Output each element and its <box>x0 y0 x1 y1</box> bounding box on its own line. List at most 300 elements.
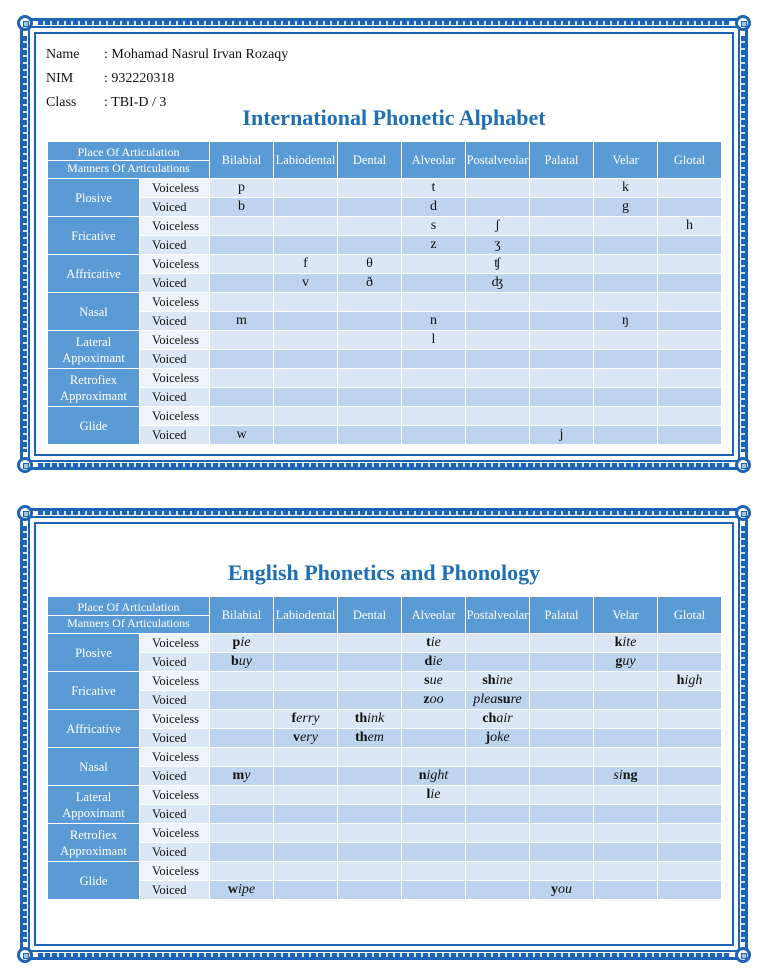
manner-fricative <box>48 672 140 710</box>
table-cell <box>210 710 274 729</box>
manner-label: Nasal <box>79 304 108 319</box>
table-cell <box>338 881 402 900</box>
manner-label: Lateral <box>75 789 112 804</box>
column-header: Bilabial <box>210 142 274 179</box>
ipa-table <box>47 141 722 445</box>
table-cell <box>402 691 466 710</box>
table-row <box>48 767 722 786</box>
sound-letters: n <box>418 768 427 783</box>
table-cell <box>466 805 530 824</box>
table-cell <box>402 862 466 881</box>
word-rest: uy <box>622 654 636 669</box>
manner-label: Plosive <box>75 190 112 205</box>
word-rest: ite <box>622 635 637 650</box>
ipa-title: International Phonetic Alphabet <box>242 105 546 130</box>
column-header: Postalveolar <box>466 597 530 634</box>
table-cell <box>210 786 274 805</box>
table-row <box>48 369 722 388</box>
voicing-label: Voiced <box>140 388 210 407</box>
table-cell <box>402 767 466 786</box>
voicing-label: Voiceless <box>140 748 210 767</box>
voicing-label: Voiced <box>140 426 210 445</box>
table-cell <box>338 198 402 217</box>
word-rest: ie <box>430 787 441 802</box>
manner-label: Affricative <box>66 266 121 281</box>
table-cell <box>338 748 402 767</box>
table-cell <box>530 881 594 900</box>
table-cell <box>594 388 658 407</box>
english-title: English Phonetics and Phonology <box>227 560 541 585</box>
table-cell <box>338 729 402 748</box>
table-cell <box>466 179 530 198</box>
table-row <box>48 805 722 824</box>
table-cell <box>274 198 338 217</box>
table-cell <box>338 672 402 691</box>
table-cell <box>210 805 274 824</box>
table-row <box>48 653 722 672</box>
sound-letters: b <box>230 654 239 669</box>
table-cell <box>466 331 530 350</box>
voicing-label: Voiced <box>140 198 210 217</box>
table-cell <box>274 843 338 862</box>
table-cell <box>466 388 530 407</box>
table-cell <box>658 236 722 255</box>
table-cell <box>530 312 594 331</box>
manner-glide <box>48 407 140 445</box>
table-cell <box>274 653 338 672</box>
table-cell: z <box>402 236 466 255</box>
sound-letters: j <box>485 730 491 745</box>
table-cell <box>402 388 466 407</box>
table-cell <box>210 691 274 710</box>
manner-retroflex-approximant <box>48 824 140 862</box>
voicing-label: Voiced <box>140 843 210 862</box>
table-cell <box>594 672 658 691</box>
table-cell <box>658 198 722 217</box>
table-cell <box>402 710 466 729</box>
table-cell <box>594 426 658 445</box>
voicing-label: Voiceless <box>140 634 210 653</box>
table-cell <box>274 312 338 331</box>
sound-letters: ng <box>622 768 638 783</box>
table-cell <box>530 293 594 312</box>
word-rest: plea <box>473 692 498 707</box>
table-cell <box>658 255 722 274</box>
word-rest: ue <box>429 673 443 688</box>
manner-affricative <box>48 255 140 293</box>
table-cell <box>210 407 274 426</box>
table-row <box>48 274 722 293</box>
word-rest: y <box>244 768 251 783</box>
table-cell <box>274 426 338 445</box>
voicing-label: Voiced <box>140 881 210 900</box>
word-rest: ou <box>558 882 572 897</box>
sound-letters: m <box>232 768 245 783</box>
corner-ornament-icon <box>735 505 751 521</box>
column-header: Dental <box>338 597 402 634</box>
table-cell <box>466 729 530 748</box>
table-cell <box>530 350 594 369</box>
table-cell <box>274 217 338 236</box>
ipa-sheet <box>20 18 748 470</box>
table-cell <box>530 179 594 198</box>
table-cell <box>274 331 338 350</box>
manner-label: Glide <box>79 418 108 433</box>
word-rest: re <box>510 692 522 707</box>
table-cell <box>402 786 466 805</box>
word-rest: ipe <box>238 882 256 897</box>
table-cell <box>594 255 658 274</box>
table-cell <box>466 653 530 672</box>
table-cell <box>530 217 594 236</box>
voicing-label: Voiced <box>140 274 210 293</box>
table-cell <box>210 255 274 274</box>
table-cell: v <box>274 274 338 293</box>
voicing-label: Voiceless <box>140 217 210 236</box>
sound-letters: h <box>676 673 685 688</box>
word-rest: ink <box>367 711 385 726</box>
table-cell <box>466 843 530 862</box>
table-cell <box>658 729 722 748</box>
table-cell <box>658 407 722 426</box>
table-cell <box>530 369 594 388</box>
column-header: Labiodental <box>274 142 338 179</box>
column-header: Velar <box>594 142 658 179</box>
table-cell <box>466 862 530 881</box>
table-cell <box>594 767 658 786</box>
table-row <box>48 255 722 274</box>
table-cell <box>274 824 338 843</box>
table-cell <box>402 293 466 312</box>
table-cell <box>210 634 274 653</box>
table-cell <box>530 634 594 653</box>
table-cell <box>530 255 594 274</box>
table-cell <box>466 881 530 900</box>
table-cell <box>530 843 594 862</box>
table-cell <box>658 710 722 729</box>
table-cell <box>274 236 338 255</box>
word-rest: igh <box>684 673 703 688</box>
table-cell <box>210 236 274 255</box>
word-rest: ery <box>300 730 318 745</box>
table-cell <box>466 634 530 653</box>
word-rest: air <box>496 711 513 726</box>
table-cell <box>658 312 722 331</box>
column-header: Alveolar <box>402 142 466 179</box>
table-cell <box>338 805 402 824</box>
word-rest: em <box>367 730 384 745</box>
sound-letters: f <box>291 711 297 726</box>
table-cell <box>210 653 274 672</box>
word-rest: ine <box>495 673 513 688</box>
voicing-label: Voiceless <box>140 786 210 805</box>
table-cell <box>530 388 594 407</box>
table-cell: b <box>210 198 274 217</box>
corner-ornament-icon <box>17 947 33 963</box>
manner-nasal <box>48 748 140 786</box>
table-cell: s <box>402 217 466 236</box>
sound-letters: sh <box>482 673 496 688</box>
table-cell <box>658 843 722 862</box>
table-cell <box>338 293 402 312</box>
class-label: Class <box>46 95 77 110</box>
table-cell <box>210 293 274 312</box>
manner-label: Nasal <box>79 759 108 774</box>
column-header: Labiodental <box>274 597 338 634</box>
table-cell <box>594 805 658 824</box>
table-cell: θ <box>338 255 402 274</box>
table-row <box>48 634 722 653</box>
manner-nasal <box>48 293 140 331</box>
column-header: Bilabial <box>210 597 274 634</box>
sound-letters: v <box>293 730 301 745</box>
table-cell <box>594 710 658 729</box>
place-of-articulation-label: Place Of Articulation <box>48 145 209 161</box>
voicing-label: Voiced <box>140 653 210 672</box>
table-row <box>48 217 722 236</box>
table-cell <box>530 729 594 748</box>
table-cell: ʤ <box>466 274 530 293</box>
manners-of-articulation-label: Manners Of Articulations <box>67 615 190 630</box>
voicing-label: Voiced <box>140 350 210 369</box>
table-cell <box>594 407 658 426</box>
table-cell <box>338 312 402 331</box>
manner-plosive <box>48 179 140 217</box>
table-cell <box>466 426 530 445</box>
table-row <box>48 350 722 369</box>
sound-letters: g <box>615 654 623 669</box>
table-cell: d <box>402 198 466 217</box>
table-cell <box>274 748 338 767</box>
table-cell <box>210 843 274 862</box>
table-cell <box>402 350 466 369</box>
header-row <box>48 597 722 634</box>
column-header: Postalveolar <box>466 142 530 179</box>
table-cell <box>658 426 722 445</box>
sound-letters: d <box>424 654 433 669</box>
table-cell: ʒ <box>466 236 530 255</box>
table-cell <box>594 293 658 312</box>
voicing-label: Voiceless <box>140 407 210 426</box>
manner-label: Approximant <box>60 843 127 858</box>
table-cell <box>402 843 466 862</box>
table-cell <box>338 388 402 407</box>
manner-label: Glide <box>79 873 108 888</box>
table-cell <box>658 369 722 388</box>
name-value: : Mohamad Nasrul Irvan Rozaqy <box>104 47 289 62</box>
table-row <box>48 312 722 331</box>
word-rest: uy <box>238 654 252 669</box>
voicing-label: Voiced <box>140 312 210 331</box>
table-cell <box>594 236 658 255</box>
word-rest: oo <box>429 692 444 707</box>
table-cell <box>274 786 338 805</box>
table-cell: w <box>210 426 274 445</box>
table-cell: g <box>594 198 658 217</box>
voicing-label: Voiceless <box>140 672 210 691</box>
table-cell <box>530 748 594 767</box>
table-cell <box>530 862 594 881</box>
table-row <box>48 862 722 881</box>
table-cell <box>594 729 658 748</box>
table-row <box>48 843 722 862</box>
table-cell <box>402 274 466 293</box>
voicing-label: Voiceless <box>140 331 210 350</box>
voicing-label: Voiced <box>140 691 210 710</box>
table-cell <box>274 293 338 312</box>
table-cell <box>594 843 658 862</box>
table-cell <box>338 634 402 653</box>
table-row <box>48 388 722 407</box>
table-cell <box>466 767 530 786</box>
table-cell <box>594 748 658 767</box>
table-cell <box>402 255 466 274</box>
table-cell <box>658 767 722 786</box>
table-cell <box>338 824 402 843</box>
table-cell <box>274 407 338 426</box>
column-header: Glotal <box>658 597 722 634</box>
manner-label: Approximant <box>60 388 127 403</box>
sound-letters: w <box>227 882 238 897</box>
header-row <box>48 142 722 179</box>
voicing-label: Voiced <box>140 767 210 786</box>
table-cell <box>658 672 722 691</box>
table-cell <box>530 653 594 672</box>
english-table <box>47 596 722 900</box>
sound-letters: l <box>426 787 431 802</box>
table-cell <box>274 369 338 388</box>
table-cell <box>402 824 466 843</box>
sound-letters: t <box>426 635 431 650</box>
table-cell <box>338 653 402 672</box>
table-cell <box>338 426 402 445</box>
table-row <box>48 198 722 217</box>
table-cell <box>402 369 466 388</box>
table-cell <box>466 350 530 369</box>
corner-ornament-icon <box>735 457 751 473</box>
corner-ornament-icon <box>17 457 33 473</box>
word-rest: oke <box>490 730 510 745</box>
table-cell: ʧ <box>466 255 530 274</box>
manner-lateral-approximant <box>48 786 140 824</box>
table-row <box>48 407 722 426</box>
table-cell <box>658 805 722 824</box>
voicing-label: Voiceless <box>140 824 210 843</box>
table-cell <box>338 843 402 862</box>
table-cell <box>658 388 722 407</box>
table-cell <box>466 824 530 843</box>
sound-letters: th <box>355 730 368 745</box>
table-cell <box>594 274 658 293</box>
sound-letters: s <box>424 673 430 688</box>
word-rest: erry <box>296 711 320 726</box>
table-cell <box>210 369 274 388</box>
manner-label: Appoximant <box>62 805 125 820</box>
table-cell <box>402 748 466 767</box>
table-row <box>48 331 722 350</box>
table-cell: h <box>658 217 722 236</box>
table-cell <box>466 369 530 388</box>
table-row <box>48 691 722 710</box>
corner-ornament-icon <box>17 505 33 521</box>
manner-label: Fricative <box>71 228 116 243</box>
nim-value: : 932220318 <box>104 71 175 86</box>
table-cell <box>658 862 722 881</box>
table-cell <box>530 331 594 350</box>
word-rest: si <box>613 768 623 783</box>
english-sheet <box>20 508 748 960</box>
table-cell <box>658 748 722 767</box>
table-cell <box>402 407 466 426</box>
voicing-label: Voiceless <box>140 293 210 312</box>
manner-label: Lateral <box>75 334 112 349</box>
corner-ornament-icon <box>735 15 751 31</box>
voicing-label: Voiceless <box>140 862 210 881</box>
table-cell <box>658 653 722 672</box>
manner-affricative <box>48 710 140 748</box>
table-row <box>48 786 722 805</box>
column-header: Velar <box>594 597 658 634</box>
table-cell <box>274 634 338 653</box>
corner-header <box>48 597 210 634</box>
table-cell <box>274 862 338 881</box>
table-cell <box>402 634 466 653</box>
sound-letters: z <box>423 692 430 707</box>
table-cell <box>402 672 466 691</box>
table-cell <box>210 672 274 691</box>
manner-glide <box>48 862 140 900</box>
table-cell: t <box>402 179 466 198</box>
column-header: Alveolar <box>402 597 466 634</box>
table-cell <box>274 767 338 786</box>
table-cell <box>338 786 402 805</box>
table-cell <box>210 767 274 786</box>
table-cell <box>210 274 274 293</box>
table-cell <box>594 369 658 388</box>
table-row <box>48 426 722 445</box>
word-rest: ie <box>432 654 443 669</box>
table-cell <box>274 388 338 407</box>
word-rest: ie <box>430 635 441 650</box>
table-cell <box>530 198 594 217</box>
table-cell <box>210 331 274 350</box>
voicing-label: Voiced <box>140 805 210 824</box>
table-cell <box>338 350 402 369</box>
table-cell <box>594 634 658 653</box>
sound-letters: p <box>232 635 241 650</box>
table-cell <box>274 691 338 710</box>
table-cell <box>594 786 658 805</box>
corner-ornament-icon <box>735 947 751 963</box>
table-cell <box>466 748 530 767</box>
table-cell: f <box>274 255 338 274</box>
table-cell <box>274 350 338 369</box>
table-cell <box>338 691 402 710</box>
sound-letters: th <box>354 711 368 726</box>
manner-label: Retrofiex <box>69 827 118 842</box>
table-cell <box>594 653 658 672</box>
table-cell <box>274 710 338 729</box>
table-row <box>48 236 722 255</box>
nim-label: NIM <box>46 71 74 86</box>
table-cell: n <box>402 312 466 331</box>
sound-letters: k <box>614 635 623 650</box>
manners-of-articulation-label: Manners Of Articulations <box>67 160 190 175</box>
table-cell <box>210 729 274 748</box>
table-cell <box>466 312 530 331</box>
table-cell <box>658 331 722 350</box>
table-cell: j <box>530 426 594 445</box>
